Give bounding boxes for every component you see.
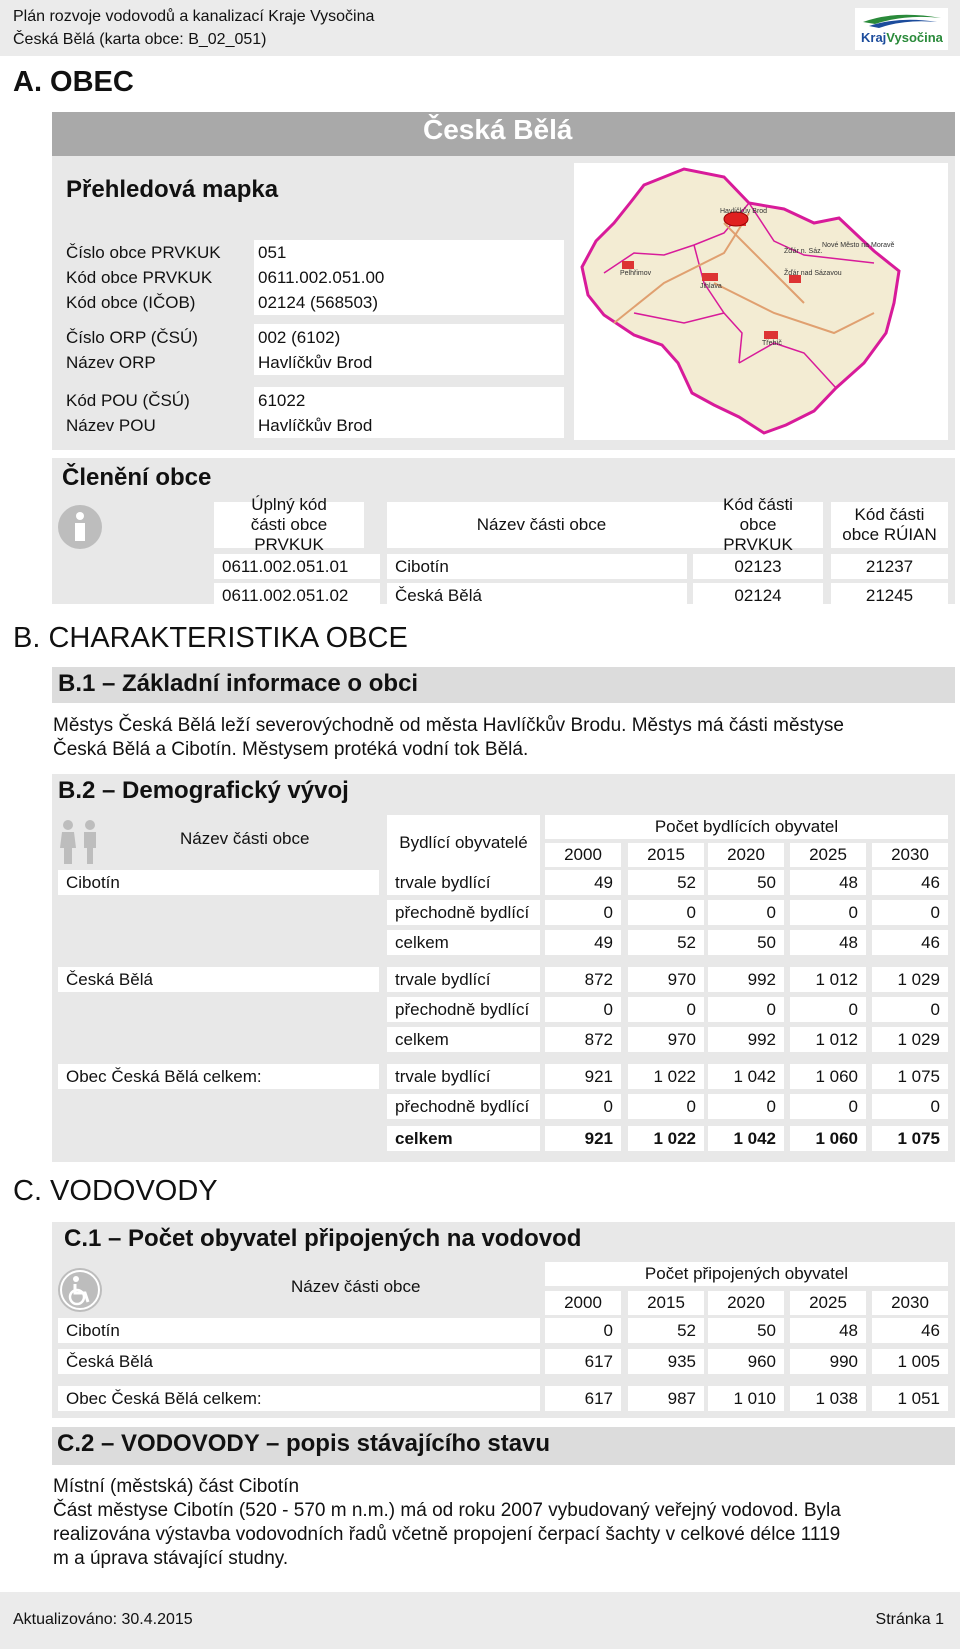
b2-value: 0	[545, 1094, 621, 1119]
b2-row-type: trvale bydlící	[387, 1064, 540, 1089]
b2-year-header: 2020	[708, 843, 784, 867]
b2-value: 0	[545, 997, 621, 1022]
b2-row-type: celkem	[387, 930, 540, 955]
b2-row-type: celkem	[387, 1126, 540, 1151]
b2-value: 0	[628, 997, 704, 1022]
c2-text: realizována výstavba vodovodních řadů včetně propojení čerpací šachty v celkové délce 1119	[53, 1524, 841, 1545]
c1-total-name: Obec Česká Bělá celkem:	[58, 1386, 540, 1411]
overview-map	[574, 163, 948, 440]
kraj-logo	[855, 8, 948, 50]
b1-title: B.1 – Základní informace o obci	[58, 670, 419, 697]
cleneni-header-prvkuk: Kód části obce PRVKUK	[693, 502, 823, 548]
header-title: Plán rozvoje vodovodů a kanalizací Kraje Vysočina	[13, 8, 375, 25]
info-label: Číslo ORP (ČSÚ)	[66, 328, 198, 347]
map-label: Jihlava	[700, 283, 722, 290]
b2-value: 1 029	[872, 1027, 948, 1052]
c1-total-value: 1 051	[872, 1386, 948, 1411]
b2-value: 1 022	[628, 1064, 704, 1089]
b2-value: 52	[628, 930, 704, 955]
b2-year-header: 2030	[872, 843, 948, 867]
cleneni-header-code: Úplný kód části obce PRVKUK	[214, 502, 364, 548]
c1-header-group: Počet připojených obyvatel	[545, 1262, 948, 1286]
b2-value: 1 042	[708, 1126, 784, 1151]
map-section-title: Přehledová mapka	[66, 176, 279, 203]
c1-title: C.1 – Počet obyvatel připojených na vodovod	[64, 1225, 582, 1252]
info-value: Havlíčkův Brod	[258, 353, 373, 372]
b2-value: 52	[628, 870, 704, 895]
map-label: Žďár n. Sáz.	[784, 248, 823, 255]
header-subtitle: Česká Bělá (karta obce: B_02_051)	[13, 31, 267, 48]
cleneni-cell: Cibotín	[387, 554, 687, 579]
b2-value: 49	[545, 930, 621, 955]
wheelchair-icon	[56, 1266, 104, 1314]
c1-total-value: 1 038	[790, 1386, 866, 1411]
b2-value: 50	[708, 930, 784, 955]
b2-value: 0	[872, 900, 948, 925]
info-label: Název ORP	[66, 353, 156, 372]
cleneni-header-name: Název části obce	[387, 502, 696, 548]
b1-text: Městys Česká Bělá leží severovýchodně od města Havlíčkův Brodu. Městys má části městyse	[53, 715, 844, 736]
svg-text:KrajVysočina: KrajVysočina	[861, 30, 943, 45]
c1-row-name: Česká Bělá	[58, 1349, 540, 1374]
b2-value: 1 022	[628, 1126, 704, 1151]
c1-row-name: Cibotín	[58, 1318, 540, 1343]
c1-value: 46	[872, 1318, 948, 1343]
b2-value: 1 060	[790, 1126, 866, 1151]
b2-value: 46	[872, 930, 948, 955]
b2-value: 48	[790, 870, 866, 895]
b2-value: 0	[545, 900, 621, 925]
b2-value: 0	[790, 997, 866, 1022]
c1-total-value: 617	[545, 1386, 621, 1411]
c1-total-value: 1 010	[708, 1386, 784, 1411]
c1-year-header: 2030	[872, 1291, 948, 1315]
b2-group-name: Cibotín	[58, 870, 379, 895]
map-label: Havlíčkův Brod	[720, 208, 768, 215]
people-icon	[56, 818, 102, 866]
b2-value: 0	[790, 900, 866, 925]
c1-year-header: 2025	[790, 1291, 866, 1315]
map-label: Třebíč	[762, 340, 782, 347]
b2-group-name: Obec Česká Bělá celkem:	[58, 1064, 379, 1089]
b2-value: 49	[545, 870, 621, 895]
map-label: Žďár nad Sázavou	[784, 270, 842, 277]
c1-value: 935	[628, 1349, 704, 1374]
cleneni-cell: 21245	[831, 583, 948, 608]
b2-value: 0	[708, 1094, 784, 1119]
cleneni-cell: 0611.002.051.02	[214, 583, 380, 608]
b2-row-type: celkem	[387, 1027, 540, 1052]
section-a-heading: A. OBEC	[13, 66, 134, 98]
b2-year-header: 2015	[628, 843, 704, 867]
c1-header-name: Název části obce	[291, 1277, 421, 1296]
footer-updated: Aktualizováno: 30.4.2015	[13, 1611, 193, 1628]
b2-value: 1 060	[790, 1064, 866, 1089]
b2-value: 921	[545, 1064, 621, 1089]
b2-value: 992	[708, 1027, 784, 1052]
c2-title: C.2 – VODOVODY – popis stávajícího stavu	[57, 1430, 551, 1457]
b2-value: 1 042	[708, 1064, 784, 1089]
b2-value: 970	[628, 967, 704, 992]
b2-value: 0	[790, 1094, 866, 1119]
info-label: Kód obce PRVKUK	[66, 268, 213, 287]
c2-subtitle: Místní (městská) část Cibotín	[53, 1476, 300, 1497]
info-value: 0611.002.051.00	[258, 268, 385, 287]
obec-name: Česká Bělá	[423, 114, 573, 145]
b2-value: 1 012	[790, 1027, 866, 1052]
c1-year-header: 2020	[708, 1291, 784, 1315]
b2-title: B.2 – Demografický vývoj	[58, 777, 349, 804]
info-label: Kód POU (ČSÚ)	[66, 391, 190, 410]
cleneni-cell: 02124	[693, 583, 823, 608]
info-value: Havlíčkův Brod	[258, 416, 373, 435]
cleneni-header-ruian: Kód části obce RÚIAN	[831, 502, 948, 548]
cleneni-cell: Česká Bělá	[387, 583, 687, 608]
c1-value: 0	[545, 1318, 621, 1343]
b1-text: Česká Bělá a Cibotín. Městysem protéká vodní tok Bělá.	[53, 739, 529, 760]
b2-value: 0	[708, 997, 784, 1022]
c1-value: 1 005	[872, 1349, 948, 1374]
cleneni-cell: 02123	[693, 554, 823, 579]
section-b-heading: B. CHARAKTERISTIKA OBCE	[13, 622, 408, 654]
info-value: 02124 (568503)	[258, 293, 379, 312]
c1-value: 617	[545, 1349, 621, 1374]
section-c-heading: C. VODOVODY	[13, 1175, 218, 1207]
info-label: Číslo obce PRVKUK	[66, 243, 221, 262]
b2-value: 0	[872, 997, 948, 1022]
info-label: Kód obce (IČOB)	[66, 293, 196, 312]
c1-value: 960	[708, 1349, 784, 1374]
cleneni-title: Členění obce	[62, 464, 212, 491]
b2-row-type: trvale bydlící	[387, 870, 540, 895]
info-value: 61022	[258, 391, 306, 410]
b2-row-type: přechodně bydlící	[387, 997, 540, 1022]
b2-row-type: přechodně bydlící	[387, 900, 540, 925]
b2-value: 48	[790, 930, 866, 955]
b2-value: 50	[708, 870, 784, 895]
c2-text: m a úprava stávající studny.	[53, 1548, 289, 1569]
b2-value: 921	[545, 1126, 621, 1151]
b2-year-header: 2000	[545, 843, 621, 867]
b2-value: 872	[545, 967, 621, 992]
b2-header-group: Počet bydlících obyvatel	[545, 815, 948, 839]
cleneni-cell: 21237	[831, 554, 948, 579]
cleneni-cell: 0611.002.051.01	[214, 554, 380, 579]
c1-year-header: 2015	[628, 1291, 704, 1315]
b2-value: 0	[628, 900, 704, 925]
b2-value: 1 012	[790, 967, 866, 992]
c1-year-header: 2000	[545, 1291, 621, 1315]
map-label: Nové Město na Moravě	[822, 242, 895, 249]
b2-value: 0	[628, 1094, 704, 1119]
b2-year-header: 2025	[790, 843, 866, 867]
b2-value: 1 029	[872, 967, 948, 992]
b2-value: 1 075	[872, 1126, 948, 1151]
b2-value: 0	[872, 1094, 948, 1119]
b2-row-type: trvale bydlící	[387, 967, 540, 992]
info-icon	[56, 503, 104, 551]
c1-value: 48	[790, 1318, 866, 1343]
map-label: Pelhřimov	[620, 270, 652, 277]
info-value: 002 (6102)	[258, 328, 341, 347]
c1-value: 52	[628, 1318, 704, 1343]
c1-value: 50	[708, 1318, 784, 1343]
b2-value: 970	[628, 1027, 704, 1052]
c1-total-value: 987	[628, 1386, 704, 1411]
b2-header-name: Název části obce	[180, 829, 310, 848]
c2-text: Část městyse Cibotín (520 - 570 m n.m.) má od roku 2007 vybudovaný veřejný vodovod. Byla	[53, 1500, 841, 1521]
b2-value: 992	[708, 967, 784, 992]
c1-value: 990	[790, 1349, 866, 1374]
b2-value: 46	[872, 870, 948, 895]
b2-group-name: Česká Bělá	[58, 967, 379, 992]
b2-value: 872	[545, 1027, 621, 1052]
info-label: Název POU	[66, 416, 156, 435]
footer-page-number: Stránka 1	[875, 1611, 944, 1628]
b2-header-type: Bydlící obyvatelé	[387, 815, 540, 870]
b2-value: 1 075	[872, 1064, 948, 1089]
b2-row-type: přechodně bydlící	[387, 1094, 540, 1119]
b2-value: 0	[708, 900, 784, 925]
info-value: 051	[258, 243, 287, 262]
